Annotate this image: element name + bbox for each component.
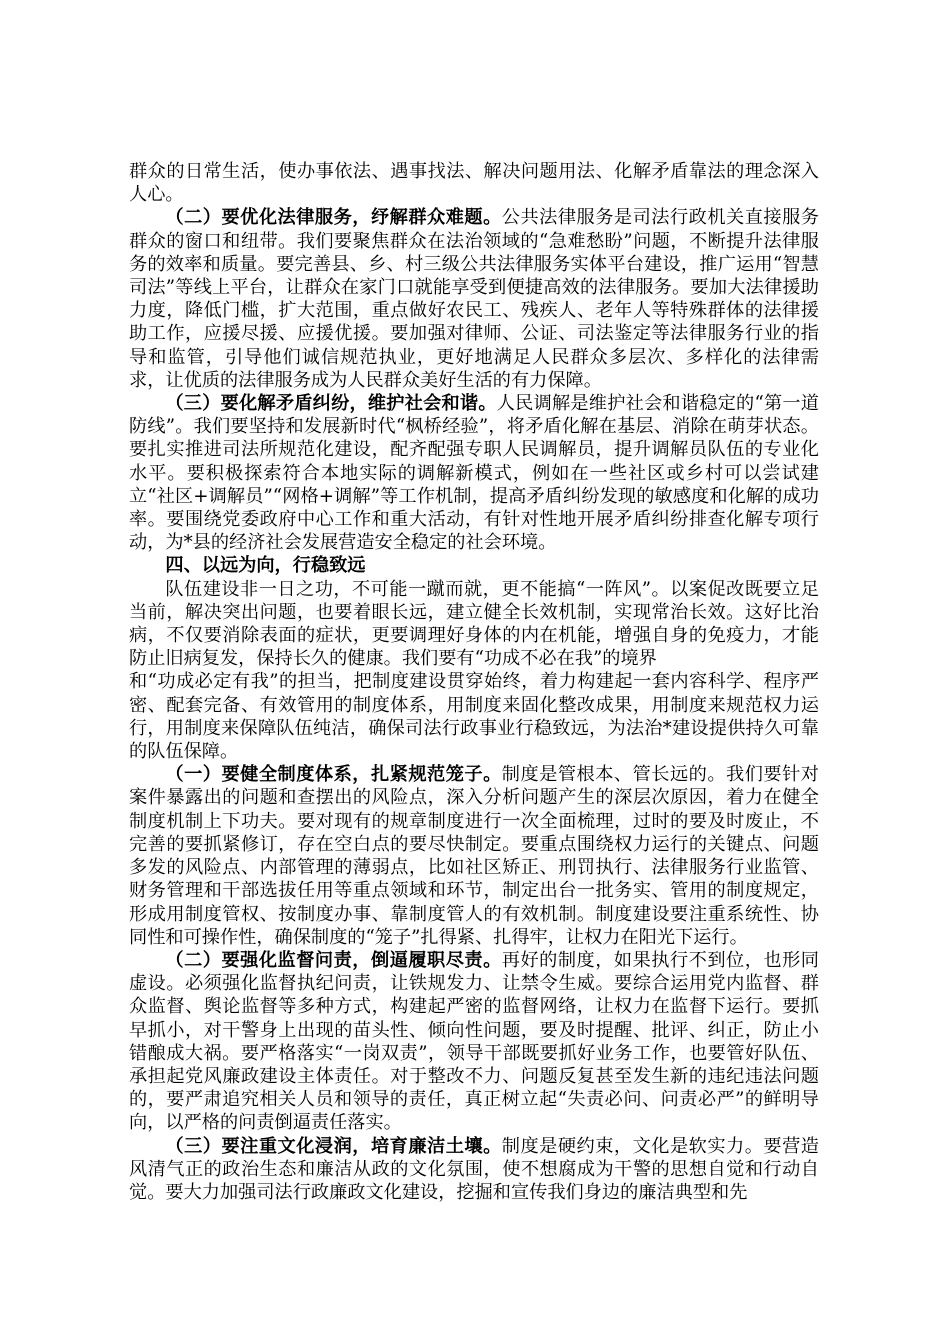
paragraph-institutional-system <box>129 763 819 949</box>
paragraph-text: 再好的制度，如果执行不到位，也形同虚设。必须强化监督执纪问责，让铁规发力、让禁令生威。要综合运用党内监督、群众监督、舆论监督等多种方式，构建起严密的监督网络，让权力在监督下运行。要抓早抓小，对干警身上出现的苗头性、倾向性问题，要及时提醒、批评、纠正，防止小错酿成大祸。要严格落实“一岗双责”，领导干部既要抓好业务工作，也要管好队伍、承担起党风廉政建设主体责任。对于整改不力、问题反复甚至发生新的违纪违法问题的，要严肃追究相关人员和领导的责任，真正树立起“失责必问、问责必严”的鲜明导向，以严格的问责倒逼责任落实。 <box>129 949 819 1134</box>
paragraph-text: 人民调解是维护社会和谐稳定的“第一道防线”。我们要坚持和发展新时代“枫桥经验”，将矛盾化解在基层、消除在萌芽状态。要扎实推进司法所规范化建设，配齐配强专职人民调解员，提升调解员队伍的专业化水平。要积极探索符合本地实际的调解新模式，例如在一些社区或乡村可以尝试建立“社区+调解员”“网格+调解”等工作机制，提高矛盾纠纷发现的敏感度和化解的成功率。要围绕党委政府中心工作和重大活动，有针对性地开展矛盾纠纷排查化解专项行动，为*县的经济社会发展营造安全稳定的社会环境。 <box>129 393 819 554</box>
paragraph-continuation: 群众的日常生活，使办事依法、遇事找法、解决问题用法、化解矛盾靠法的理念深入人心。 <box>129 161 819 206</box>
paragraph-heading: （三）要化解矛盾纠纷，维护社会和谐。 <box>165 393 497 415</box>
paragraph-text: 制度是管根本、管长远的。我们要针对案件暴露出的问题和查摆出的风险点，深入分析问题产生的深层次原因，着力在健全制度机制上下功夫。要对现有的规章制度进行一次全面梳理，过时的要及时废止，不完善的要抓紧修订，存在空白点的要尽快制定。要重点围绕权力运行的关键点、问题多发的风险点、内部管理的薄弱点，比如社区矫正、刑罚执行、法律服务行业监管、财务管理和干部选拔任用等重点领域和环节，制定出台一批务实、管用的制度规定，形成用制度管权、按制度办事、靠制度管人的有效机制。制度建设要注重系统性、协同性和可操作性，确保制度的“笼子”扎得紧、扎得牢，让权力在阳光下运行。 <box>129 764 819 948</box>
paragraph-heading: （二）要强化监督问责，倒逼履职尽责。 <box>165 949 502 971</box>
paragraph-supervision <box>129 949 819 1135</box>
paragraph-long-term-continued: 和“功成必定有我”的担当，把制度建设贯穿始终，着力构建起一套内容科学、程序严密、配套完备、有效管用的制度体系，用制度来固化整改成果，用制度来规范权力运行，用制度来保障队伍纯洁，确保司法行政事业行稳致远，为法治*建设提供持久可靠的队伍保障。 <box>129 671 819 763</box>
paragraph-text: 公共法律服务是司法行政机关直接服务群众的窗口和纽带。我们要聚焦群众在法治领域的“急难愁盼”问题，不断提升法律服务的效率和质量。要完善县、乡、村三级公共法律服务实体平台建设，推广运用“智慧司法”等线上平台，让群众在家门口就能享受到便捷高效的法律服务。要加大法律援助力度，降低门槛，扩大范围，重点做好农民工、残疾人、老年人等特殊群体的法律援助工作，应援尽援、应援优援。要加强对律师、公证、司法鉴定等法律服务行业的指导和监管，引导他们诚信规范执业，更好地满足人民群众多层次、多样化的法律需求，让优质的法律服务成为人民群众美好生活的有力保障。 <box>129 207 819 391</box>
paragraph-heading: （二）要优化法律服务，纾解群众难题。 <box>165 207 502 229</box>
paragraph-heading: （一）要健全制度体系，扎紧规范笼子。 <box>165 764 502 786</box>
paragraph-legal-services <box>129 206 819 392</box>
paragraph-dispute-resolution <box>129 392 819 554</box>
document-body <box>129 160 819 1204</box>
paragraph-text: 制度是硬约束，文化是软实力。要营造风清气正的政治生态和廉洁从政的文化氛围，使不想腐成为干警的思想自觉和行动自觉。要大力加强司法行政廉政文化建设，挖掘和宣传我们身边的廉洁典型和先 <box>129 1135 819 1203</box>
paragraph-heading: （三）要注重文化浸润，培育廉洁土壤。 <box>165 1135 502 1157</box>
paragraph-culture <box>129 1135 819 1205</box>
section-heading: 四、以远为向，行稳致远 <box>165 555 366 577</box>
paragraph-long-term: 队伍建设非一日之功，不可能一蹴而就，更不能搞“一阵风”。以案促改既要立足当前，解决突出问题，也要着眼长远，建立健全长效机制，实现常治长效。这好比治病，不仅要消除表面的症状，更要调理好身体的内在机能，增强自身的免疫力，才能防止旧病复发，保持长久的健康。我们要有“功成不必在我”的境界 <box>129 578 819 670</box>
